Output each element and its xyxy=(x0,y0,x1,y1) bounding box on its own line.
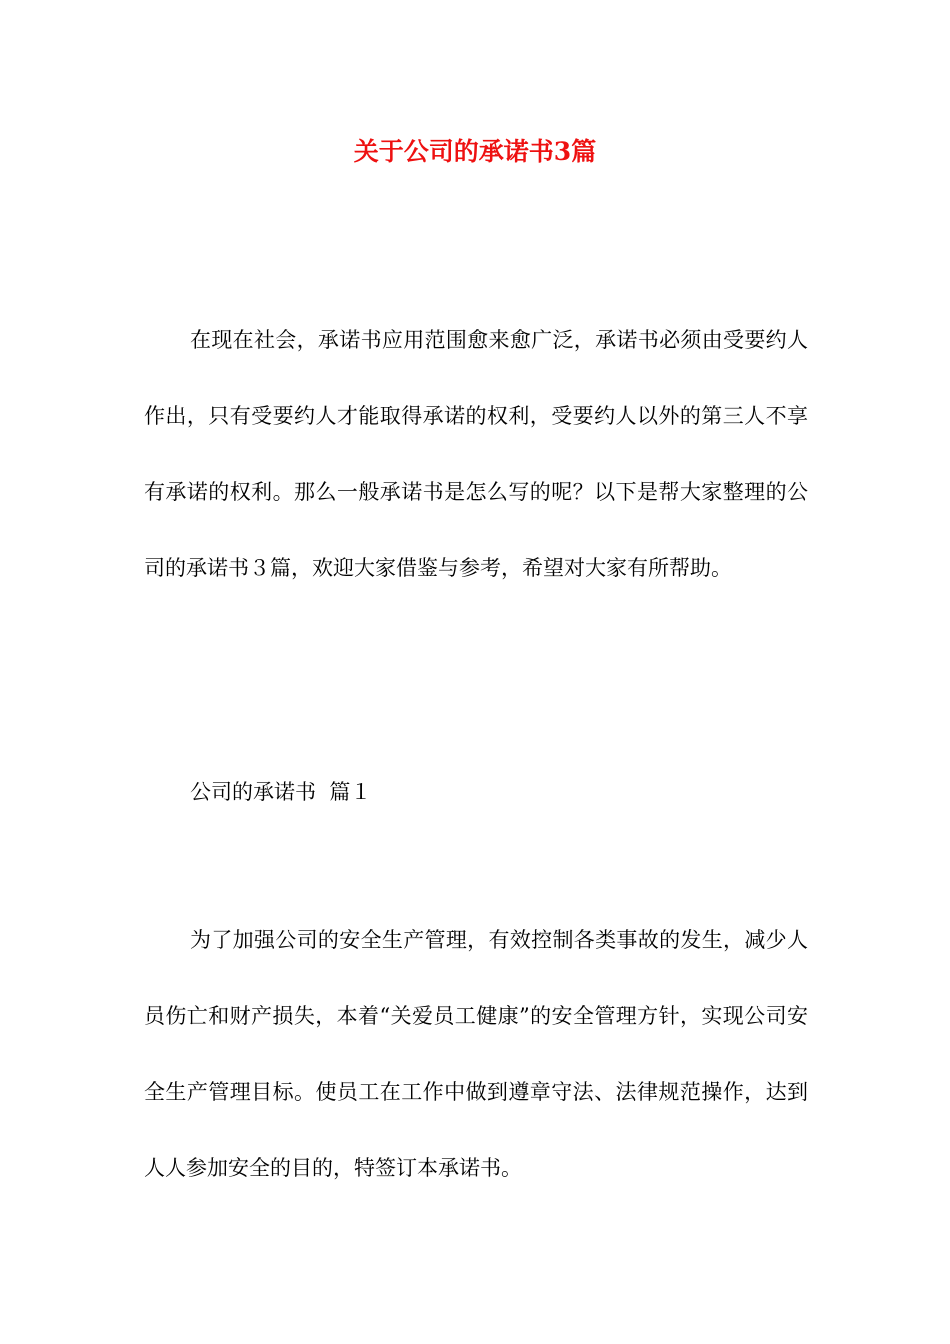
intro-paragraph: 在现在社会，承诺书应用范围愈来愈广泛，承诺书必须由受要约人作出，只有受要约人才能取得承诺的权利，受要约人以外的第三人不享有承诺的权利。那么一般承诺书是怎么写的呢？以下是帮大家整理的公司的承诺书３篇，欢迎大家借鉴与参考，希望对大家有所帮助。 xyxy=(144,328,808,580)
section-body-paragraph: 为了加强公司的安全生产管理，有效控制各类事故的发生，减少人员伤亡和财产损失，本着“关爱员工健康”的安全管理方针，实现公司安全生产管理目标。使员工在工作中做到遵章守法、法律规范操作，达到人人参加安全的目的，特签订本承诺书。 xyxy=(144,928,808,1180)
section-heading: 公司的承诺书 篇１ xyxy=(190,780,372,804)
document-title: 关于公司的承诺书3篇 xyxy=(353,137,597,166)
